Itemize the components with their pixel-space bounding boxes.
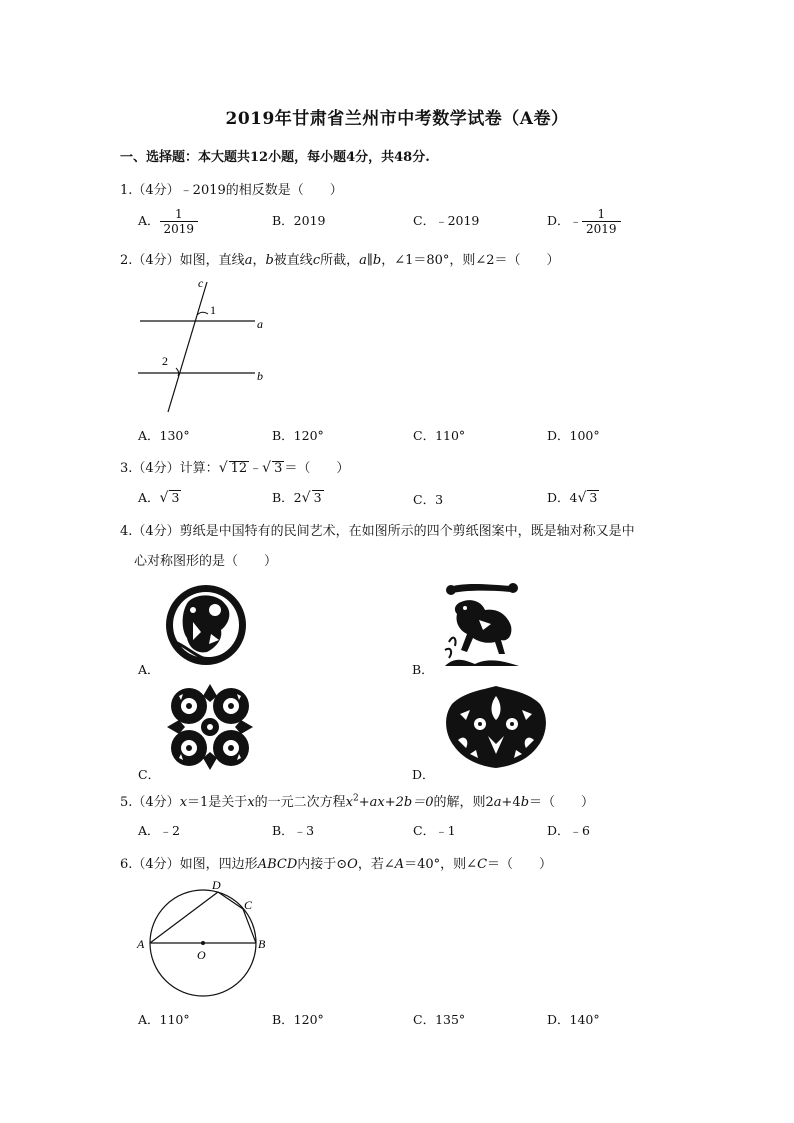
q1-option-a[interactable] bbox=[138, 207, 198, 236]
radical-sign: √ bbox=[159, 490, 169, 506]
q5-option-b[interactable]: B．﹣3 bbox=[272, 823, 315, 838]
question-6-stem bbox=[120, 853, 552, 872]
label-o: O bbox=[197, 948, 206, 962]
q5-option-c[interactable]: C．﹣1 bbox=[413, 823, 456, 838]
question-5-stem bbox=[120, 791, 594, 810]
question-1-stem: 1.（4分）﹣2019的相反数是（ ） bbox=[120, 183, 343, 198]
var-a: a bbox=[244, 253, 253, 268]
var-c: C bbox=[477, 857, 488, 872]
var-x: x bbox=[345, 795, 354, 810]
q3-option-b[interactable] bbox=[272, 488, 324, 506]
radical-sign: √ bbox=[301, 490, 311, 506]
radicand: 3 bbox=[171, 490, 180, 505]
q3-option-a[interactable] bbox=[138, 488, 181, 506]
stem-text: 所截， bbox=[320, 253, 360, 268]
parallel-statement: a∥b bbox=[359, 253, 382, 268]
center-point bbox=[201, 941, 205, 945]
stem-text: 3.（4分）计算： bbox=[120, 461, 219, 476]
stem-text: 的解，则2 bbox=[433, 795, 494, 810]
stem-text: 被直线 bbox=[273, 253, 313, 268]
comma: ， bbox=[252, 253, 266, 268]
radical-sign: √ bbox=[577, 490, 587, 506]
option-label: D．﹣ bbox=[547, 213, 583, 228]
label-2: 2 bbox=[162, 354, 168, 368]
quadrilateral-name: ABCD bbox=[257, 857, 298, 872]
question-3-stem bbox=[120, 457, 349, 476]
q4-option-b[interactable]: B． bbox=[412, 662, 434, 677]
label-a: a bbox=[257, 317, 263, 331]
label-c: c bbox=[198, 276, 204, 290]
label-a: A bbox=[137, 937, 145, 951]
stem-text: ＝40°，则∠ bbox=[404, 857, 478, 872]
radical-sign: √ bbox=[262, 460, 272, 476]
stem-text: 的一元二次方程 bbox=[254, 795, 346, 810]
fraction bbox=[582, 207, 621, 236]
stem-text: 5.（4分） bbox=[120, 795, 180, 810]
numerator: 1 bbox=[582, 207, 621, 222]
radicand: 12 bbox=[230, 461, 248, 476]
q6-option-b[interactable]: B．120° bbox=[272, 1012, 324, 1027]
denominator: 2019 bbox=[163, 222, 195, 236]
option-label: D．4 bbox=[547, 490, 578, 505]
q6-option-c[interactable]: C．135° bbox=[413, 1012, 466, 1027]
q3-option-d[interactable] bbox=[547, 488, 599, 506]
line-c bbox=[168, 282, 207, 412]
var-a: a bbox=[493, 795, 502, 810]
q4-option-c[interactable]: C． bbox=[138, 767, 161, 782]
var-x: x bbox=[179, 795, 188, 810]
label-c: C bbox=[244, 898, 253, 912]
label-1: 1 bbox=[210, 303, 216, 317]
var-o: O bbox=[347, 857, 358, 872]
chord-ad bbox=[150, 892, 218, 943]
radicand: 3 bbox=[274, 461, 283, 476]
section-heading: 一、选择题：本大题共12小题，每小题4分，共48分. bbox=[120, 150, 430, 165]
q5-option-a[interactable]: A．﹣2 bbox=[138, 823, 180, 838]
q2-option-d[interactable]: D．100° bbox=[547, 428, 600, 443]
fraction bbox=[160, 207, 199, 236]
option-label: A． bbox=[138, 490, 160, 505]
q4-option-d[interactable]: D． bbox=[412, 767, 435, 782]
q3-option-c[interactable]: C．3 bbox=[413, 492, 444, 507]
question-4-stem-line1: 4.（4分）剪纸是中国特有的民间艺术，在如图所示的四个剪纸图案中，既是轴对称又是中 bbox=[120, 524, 635, 539]
question-4-stem-line2: 心对称图形的是（ ） bbox=[134, 554, 278, 569]
stem-text: ，若∠ bbox=[357, 857, 395, 872]
q5-option-d[interactable]: D．﹣6 bbox=[547, 823, 590, 838]
question-2-stem bbox=[120, 249, 560, 268]
var-b: b bbox=[265, 253, 274, 268]
page-title: 2019年甘肃省兰州市中考数学试卷（A卷） bbox=[225, 109, 569, 129]
radicand: 3 bbox=[589, 490, 598, 505]
stem-text: 2.（4分）如图，直线 bbox=[120, 253, 245, 268]
q2-option-c[interactable]: C．110° bbox=[413, 428, 466, 443]
var-c: c bbox=[312, 253, 321, 268]
q1-option-c[interactable]: C．﹣2019 bbox=[413, 213, 480, 228]
var-b: b bbox=[520, 795, 530, 810]
var-a: A bbox=[394, 857, 405, 872]
inscribed-quadrilateral-figure bbox=[134, 876, 274, 1006]
q6-option-d[interactable]: D．140° bbox=[547, 1012, 600, 1027]
stem-text: ＝（ ） bbox=[529, 795, 595, 810]
papercut-d-image bbox=[440, 684, 552, 770]
q2-option-a[interactable]: A．130° bbox=[138, 428, 190, 443]
q2-option-b[interactable]: B．120° bbox=[272, 428, 324, 443]
stem-text: ＝（ ） bbox=[487, 857, 553, 872]
angle-1-arc bbox=[197, 312, 208, 315]
q4-option-a[interactable]: A． bbox=[138, 662, 160, 677]
stem-text: 内接于⊙ bbox=[297, 857, 348, 872]
papercut-a-image bbox=[163, 582, 249, 668]
var-x: x bbox=[247, 795, 255, 810]
stem-text: 6.（4分）如图，四边形 bbox=[120, 857, 258, 872]
equation-rest: +ax+2b＝0 bbox=[358, 795, 434, 810]
radical-sign: √ bbox=[218, 460, 228, 476]
stem-text: ＝（ ） bbox=[284, 461, 350, 476]
option-label: B．2 bbox=[272, 490, 302, 505]
label-b: b bbox=[257, 369, 263, 383]
chord-cb bbox=[243, 909, 256, 943]
papercut-b-image bbox=[441, 580, 523, 668]
q1-option-b[interactable]: B．2019 bbox=[272, 213, 326, 228]
stem-text: +4 bbox=[501, 795, 521, 810]
parallel-lines-figure bbox=[130, 272, 280, 417]
minus: ﹣ bbox=[249, 461, 263, 476]
exponent: 2 bbox=[353, 793, 359, 804]
chord-dc bbox=[218, 892, 243, 909]
denominator: 2019 bbox=[586, 222, 617, 236]
angle-2-arc bbox=[176, 368, 179, 376]
q6-option-a[interactable]: A．110° bbox=[138, 1012, 190, 1027]
stem-text: ＝1是关于 bbox=[187, 795, 248, 810]
radicand: 3 bbox=[313, 490, 322, 505]
stem-text: ，∠1＝80°，则∠2＝（ ） bbox=[381, 253, 560, 268]
numerator: 1 bbox=[160, 207, 199, 222]
papercut-c-image bbox=[165, 682, 255, 772]
label-d: D bbox=[212, 878, 221, 892]
option-label: A． bbox=[138, 213, 160, 228]
label-b: B bbox=[258, 937, 266, 951]
q1-option-d[interactable] bbox=[547, 207, 621, 236]
